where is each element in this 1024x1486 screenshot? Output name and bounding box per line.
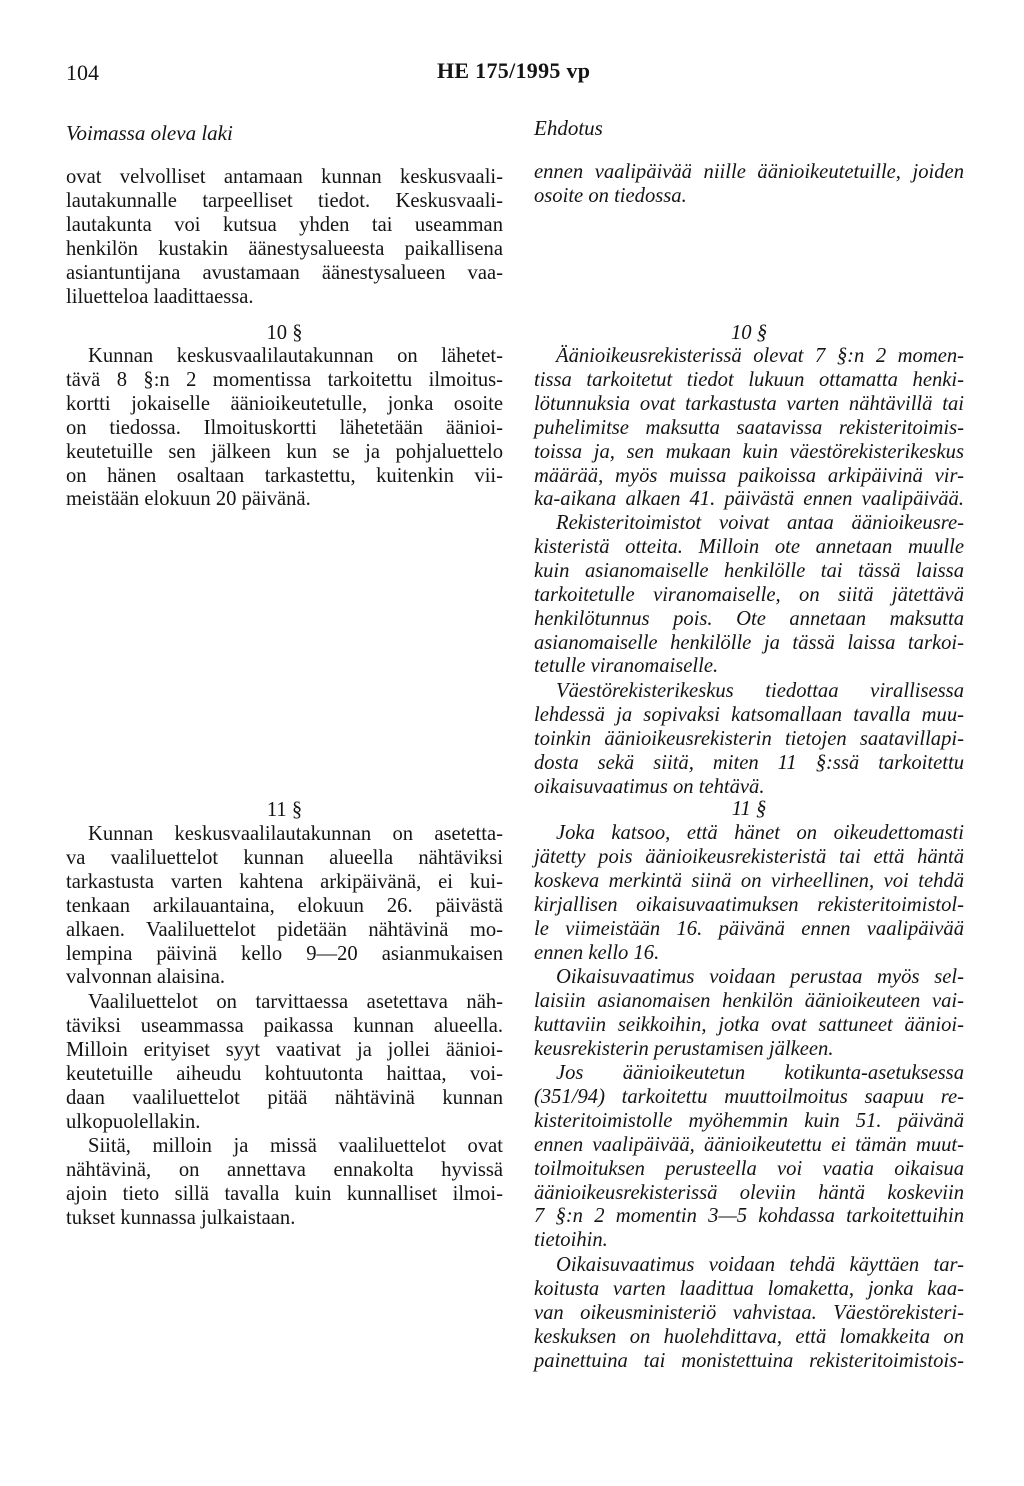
text-line: koitusta varten laadittua lomaketta, jonka kaa- [534, 1277, 964, 1300]
text-line: tietoihin. [534, 1229, 608, 1252]
text-line: asiantuntijana avustamaan äänestysalueen vaa- [66, 261, 503, 284]
text-line: van oikeusministeriö vahvistaa. Väestörekisteri- [534, 1301, 964, 1324]
text-line: meistään elokuun 20 päivänä. [66, 488, 311, 511]
text-line: määrää, myös muissa paikoissa arkipäivinä vir- [534, 464, 964, 487]
text-line: tukset kunnassa julkaistaan. [66, 1206, 296, 1229]
text-line: Rekisteritoimistot voivat antaa äänioikeusre- [556, 512, 964, 534]
right-section-11-paragraph-1 [534, 822, 964, 965]
text-line: daan vaaliluettelot pitää nähtävinä kunnan [66, 1086, 503, 1109]
left-section-10-title: 10 § [266, 322, 303, 344]
text-line: Oikaisuvaatimus voidaan perustaa myös sel- [556, 966, 964, 988]
left-section-11-paragraph-1 [66, 823, 503, 990]
text-line: tenkaan arkilauantaina, elokuun 26. päivästä [66, 894, 503, 917]
text-line: tarkoitetulle viranomaiselle, on siitä jätettävä [534, 583, 964, 606]
left-section-11-paragraph-3 [66, 1135, 503, 1231]
text-line: Kunnan keskusvaalilautakunnan on lähetet- [88, 345, 503, 367]
text-line: kuttaviin seikkoihin, jotka ovat sattuneet äänioi- [534, 1013, 964, 1036]
left-section-11-title: 11 § [266, 799, 303, 821]
text-line: Milloin erityiset syyt vaativat ja jollei äänioi- [66, 1038, 503, 1061]
text-line: Vaaliluettelot on tarvittaessa asetettava näh- [88, 991, 503, 1013]
right-block-continuation [534, 161, 964, 209]
text-line: nähtävinä, on annettava ennakolta hyvissä [66, 1158, 503, 1181]
text-line: osoite on tiedossa. [534, 184, 687, 207]
text-line: liluetteloa laadittaessa. [66, 285, 254, 308]
text-line: ulkopuolellakin. [66, 1110, 201, 1133]
text-line: keutetuille aiheudu kohtuutonta haittaa, voi- [66, 1062, 503, 1085]
text-line: lautakunnalle tarpeelliset tiedot. Keskusvaali- [66, 189, 503, 212]
text-line: (351/94) tarkoitettu muuttoilmoitus saapuu re- [534, 1085, 964, 1108]
right-section-11-paragraph-4 [534, 1254, 964, 1374]
text-line: ennen kello 16. [534, 941, 660, 964]
text-line: kuin asianomaiselle henkilölle tai tässä laissa [534, 559, 964, 582]
right-section-10-paragraph-1 [534, 345, 964, 512]
right-column-heading: Ehdotus [534, 116, 603, 140]
text-line: tävä 8 §:n 2 momentissa tarkoitettu ilmoitus- [66, 368, 503, 391]
text-line: on hänen osaltaan tarkastettu, kuitenkin vii- [66, 464, 503, 487]
text-line: kirjallisen oikaisuvaatimuksen rekisteritoimistol- [534, 893, 964, 916]
text-line: ovat velvolliset antamaan kunnan keskusvaali- [66, 166, 503, 188]
text-line: ennen vaalipäivää niille äänioikeutetuille, joiden [534, 161, 964, 183]
text-line: kortti jokaiselle äänioikeutetulle, jonka osoite [66, 392, 503, 415]
text-line: henkilön kustakin äänestysalueesta paikallisena [66, 237, 503, 260]
text-line: Äänioikeusrekisterissä olevat 7 §:n 2 momen- [556, 345, 964, 367]
left-column-heading: Voimassa oleva laki [66, 121, 233, 145]
text-line: painettuina tai monistettuina rekisteritoimistois- [534, 1349, 964, 1372]
text-line: Oikaisuvaatimus voidaan tehdä käyttäen tar- [556, 1254, 964, 1276]
text-line: henkilötunnus pois. Ote annetaan maksutta [534, 607, 964, 630]
text-line: Siitä, milloin ja missä vaaliluettelot ovat [88, 1135, 503, 1157]
right-section-10-paragraph-2 [534, 512, 964, 679]
document-id: HE 175/1995 vp [437, 58, 591, 83]
text-line: keskuksen on huolehdittava, että lomakkeita on [534, 1325, 964, 1348]
text-line: lehdessä ja sopivaksi katsomallaan tavalla muu- [534, 703, 964, 726]
text-line: oikaisuvaatimus on tehtävä. [534, 775, 765, 798]
text-line: va vaaliluettelot kunnan alueella nähtäviksi [66, 846, 503, 869]
text-line: Joka katsoo, että hänet on oikeudettomasti [556, 822, 964, 844]
left-section-11-paragraph-2 [66, 991, 503, 1134]
text-line: dosta sekä siitä, miten 11 §:ssä tarkoitettu [534, 751, 964, 774]
text-line: on tiedossa. Ilmoituskortti lähetetään äänioi- [66, 416, 503, 439]
text-line: keutetuille sen jälkeen kun se ja pohjaluettelo [66, 440, 503, 463]
text-line: le viimeistään 16. päivänä ennen vaalipäivää [534, 917, 964, 940]
text-line: äänioikeusrekisterissä oleviin häntä koskeviin [534, 1181, 964, 1204]
page-number: 104 [66, 60, 99, 85]
text-line: kisteristä otteita. Milloin ote annetaan muulle [534, 535, 964, 558]
text-line: valvonnan alaisina. [66, 966, 225, 989]
text-line: asianomaiselle henkilölle ja tässä laissa tarkoi- [534, 631, 964, 654]
text-line: keusrekisterin perustamisen jälkeen. [534, 1037, 834, 1060]
text-line: puhelimitse maksutta saatavissa rekisteritoimis- [534, 416, 964, 439]
text-line: Väestörekisterikeskus tiedottaa virallisessa [556, 680, 964, 702]
left-section-10-paragraph [66, 345, 503, 512]
text-line: toissa ja, sen mukaan kuin väestörekisterikeskus [534, 440, 964, 463]
text-line: jätetty pois äänioikeusrekisteristä tai että häntä [534, 845, 964, 868]
right-section-11-paragraph-2 [534, 966, 964, 1062]
right-section-10-paragraph-3 [534, 680, 964, 800]
text-line: ennen vaalipäivää, äänioikeutettu ei tämän muut- [534, 1133, 964, 1156]
text-line: lempina päivinä kello 9—20 asianmukaisen [66, 942, 503, 965]
text-line: tetulle viranomaiselle. [534, 655, 719, 678]
text-line: toilmoituksen perusteella voi vaatia oikaisua [534, 1157, 964, 1180]
text-line: 7 §:n 2 momentin 3—5 kohdassa tarkoitettuihin [534, 1205, 964, 1228]
right-section-11-paragraph-3 [534, 1062, 964, 1253]
text-line: lautakunta voi kutsua yhden tai useamman [66, 213, 503, 236]
text-line: Jos äänioikeutetun kotikunta-asetuksessa [556, 1062, 964, 1084]
text-line: alkaen. Vaaliluettelot pidetään nähtävinä mo- [66, 918, 503, 941]
right-section-11-title: 11 § [731, 798, 767, 820]
text-line: tissa tarkoitetut tiedot lukuun ottamatta henki- [534, 368, 964, 391]
text-line: ka-aikana alkaen 41. päivästä ennen vaalipäivää. [534, 488, 964, 511]
right-section-10-title: 10 § [730, 322, 768, 344]
text-line: kisteritoimistolle myöhemmin kuin 51. päivänä [534, 1109, 964, 1132]
text-line: tarkastusta varten kahtena arkipäivänä, ei kui- [66, 870, 503, 893]
text-line: koskeva merkintä siinä on virheellinen, voi tehdä [534, 869, 964, 892]
text-line: toinkin äänioikeusrekisterin tietojen saatavillapi- [534, 727, 964, 750]
text-line: ajoin tieto sillä tavalla kuin kunnalliset ilmoi- [66, 1182, 503, 1205]
text-line: täviksi useammassa paikassa kunnan alueella. [66, 1014, 503, 1037]
left-block-continuation [66, 166, 503, 309]
text-line: laisiin asianomaisen henkilön äänioikeuteen vai- [534, 989, 964, 1012]
text-line: Kunnan keskusvaalilautakunnan on asetetta- [88, 823, 503, 845]
text-line: lötunnuksia ovat tarkastusta varten nähtävillä tai [534, 392, 964, 415]
